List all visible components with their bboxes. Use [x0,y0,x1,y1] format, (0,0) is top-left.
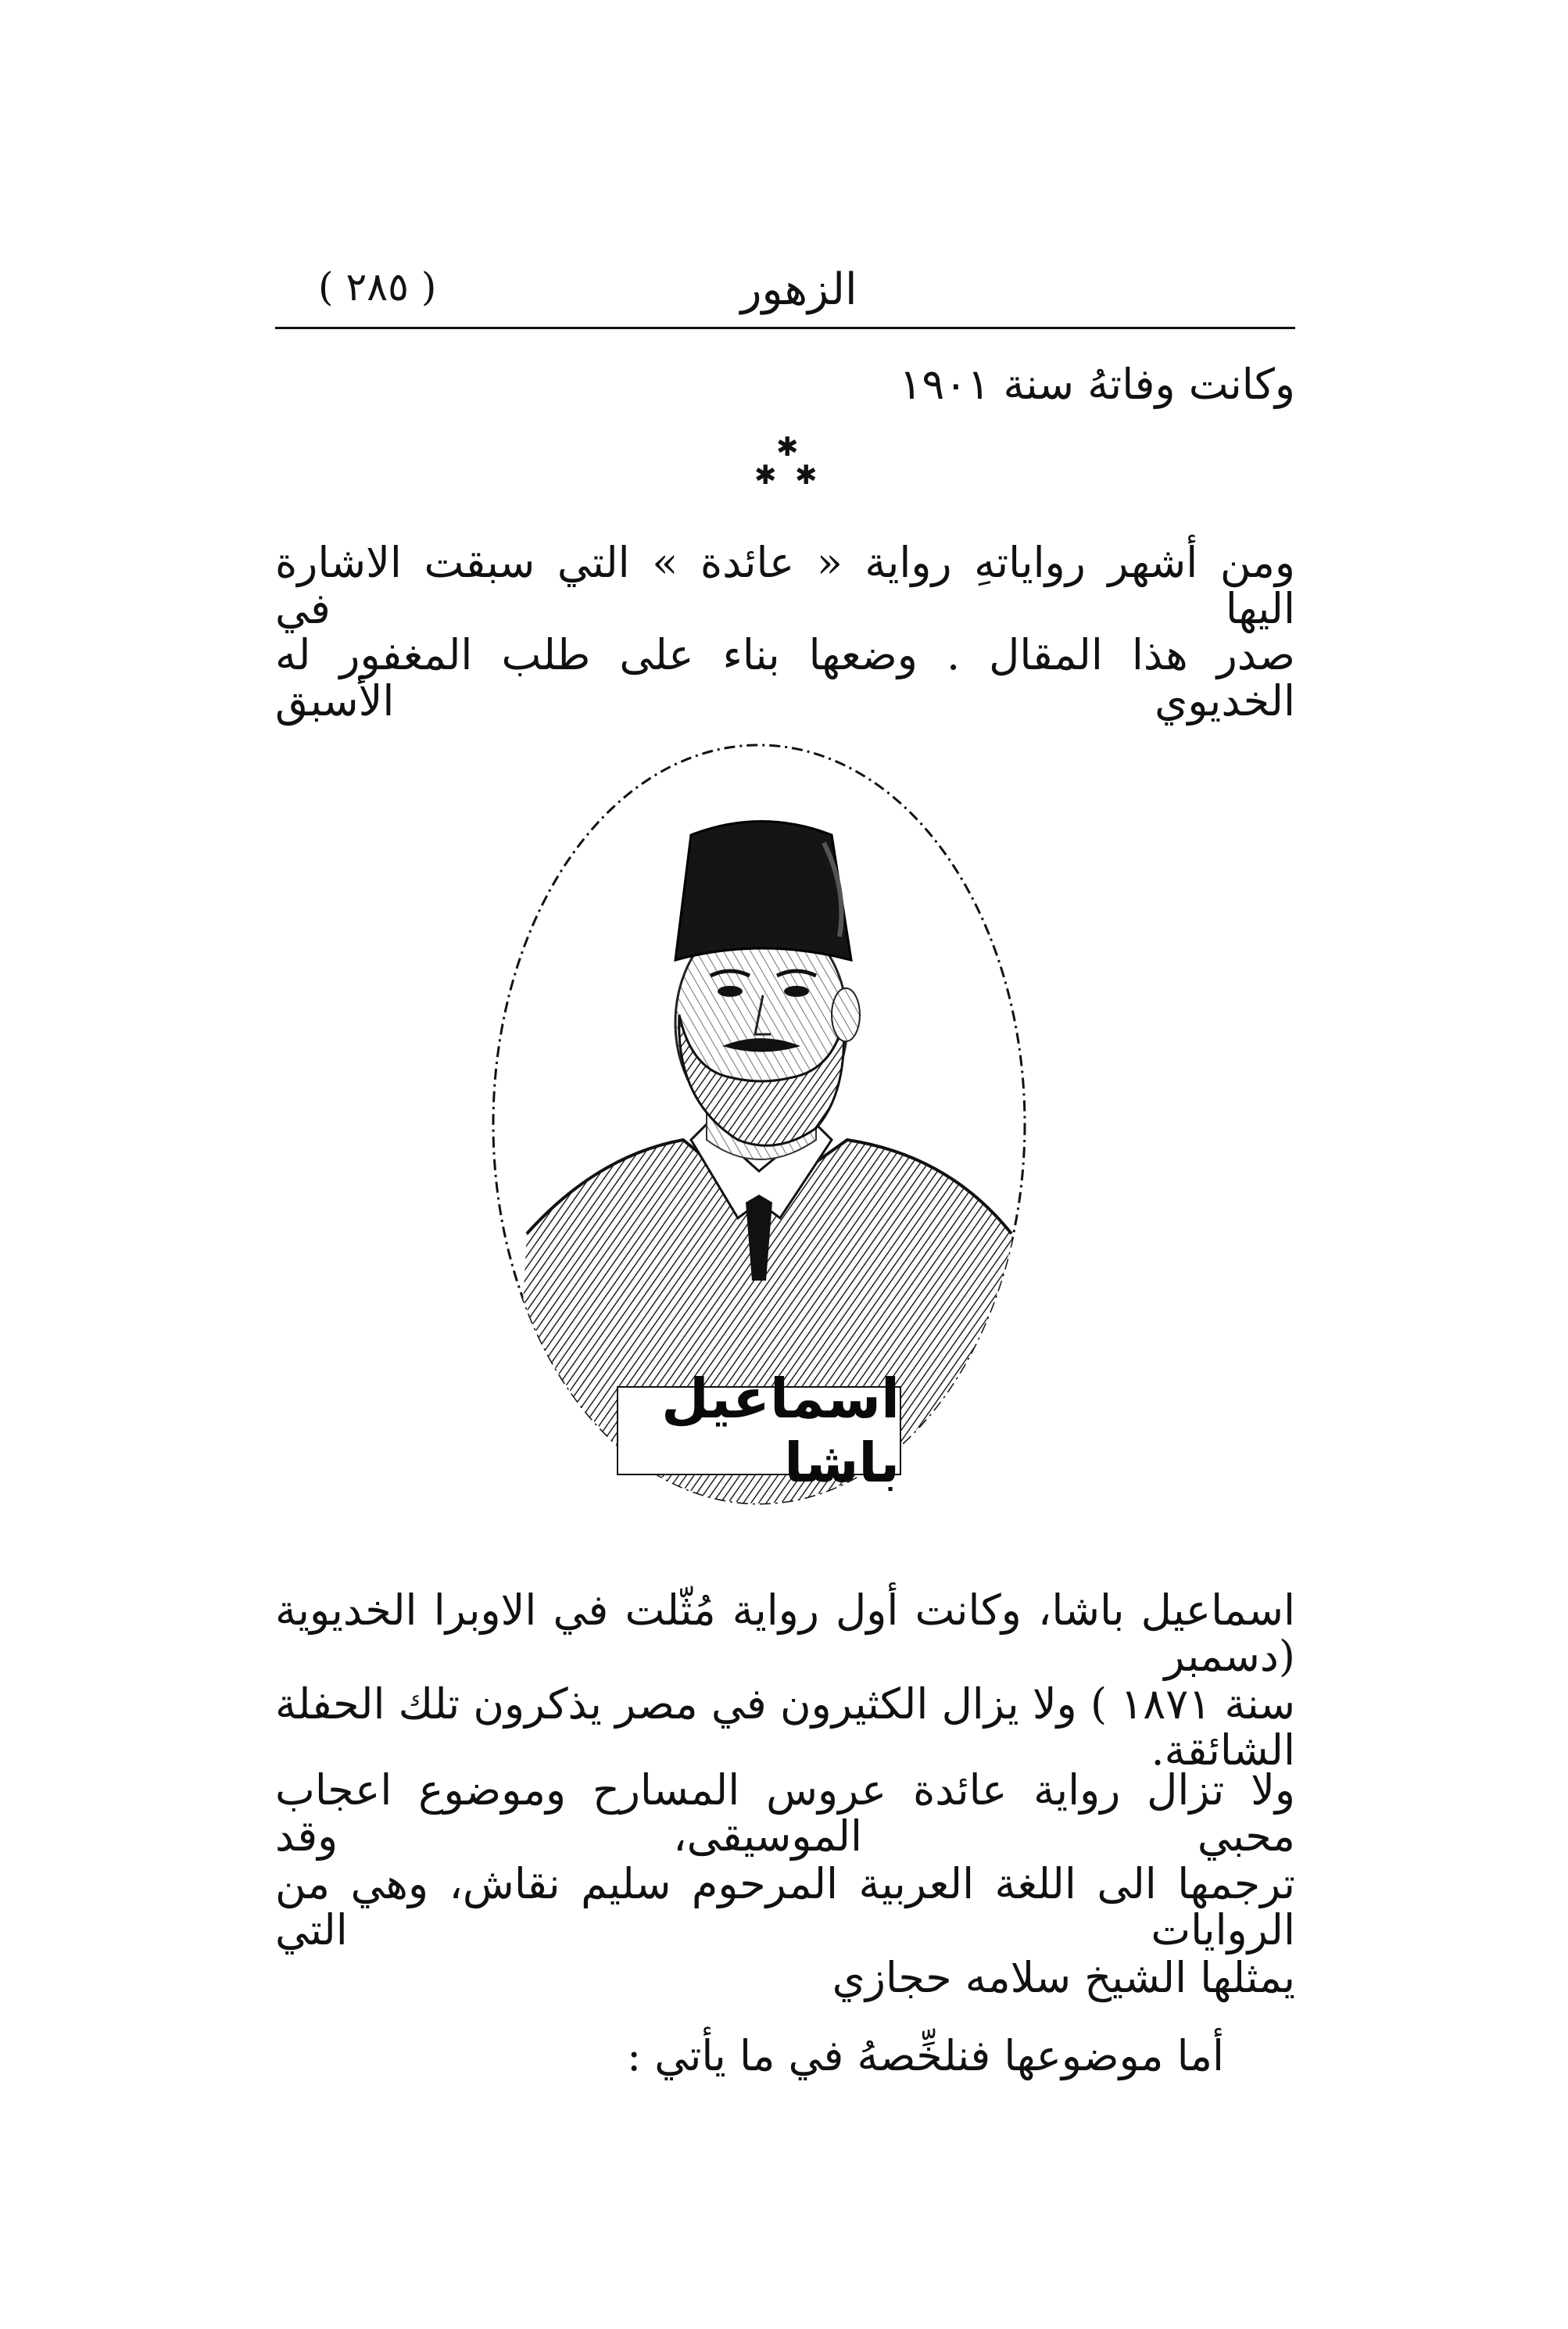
paragraph-1-line-1: ومن أشهر رواياتهِ رواية « عائدة » التي سبقت الاشارة اليها في [275,538,1295,634]
portrait-caption: اسماعيل باشا [661,1367,900,1495]
paragraph-3-line-3: يمثلها الشيخ سلامه حجازي [832,1953,1295,2002]
running-header [275,249,1295,319]
paragraph-2-line-1: اسماعيل باشا، وكانت أول رواية مُثّلت في الاوبرا الخديوية (دسمبر [275,1586,1295,1682]
paragraph-3-line-1: ولا تزال رواية عائدة عروس المسارح وموضوع اعجاب محبي الموسيقى، وقد [275,1765,1295,1861]
paragraph-4-line-1: أما موضوعها فنلخِّصهُ في ما يأتي : [626,2031,1224,2080]
death-year-line: وكانت وفاتهُ سنة ١٩٠١ [899,360,1295,409]
portrait-photo [480,733,1038,1515]
paragraph-1-line-2: صدر هذا المقال . وضعها بناء على طلب المغفور له الخديوي الأسبق [275,630,1295,726]
paragraph-2-line-2: سنة ١٨٧١ ) ولا يزال الكثيرون في مصر يذكرون تلك الحفلة الشائقة. [275,1679,1295,1775]
portrait-caption-plate [617,1367,901,1495]
page-number: ( ٢٨٥ ) [318,264,437,310]
asterism-separator: ✱ ✱ ✱ [754,432,818,491]
paragraph-3-line-2: ترجمها الى اللغة العربية المرحوم سليم نقاش، وهي من الروايات التي [275,1859,1295,1955]
journal-title: الزهور [740,264,857,315]
header-rule [275,327,1295,329]
